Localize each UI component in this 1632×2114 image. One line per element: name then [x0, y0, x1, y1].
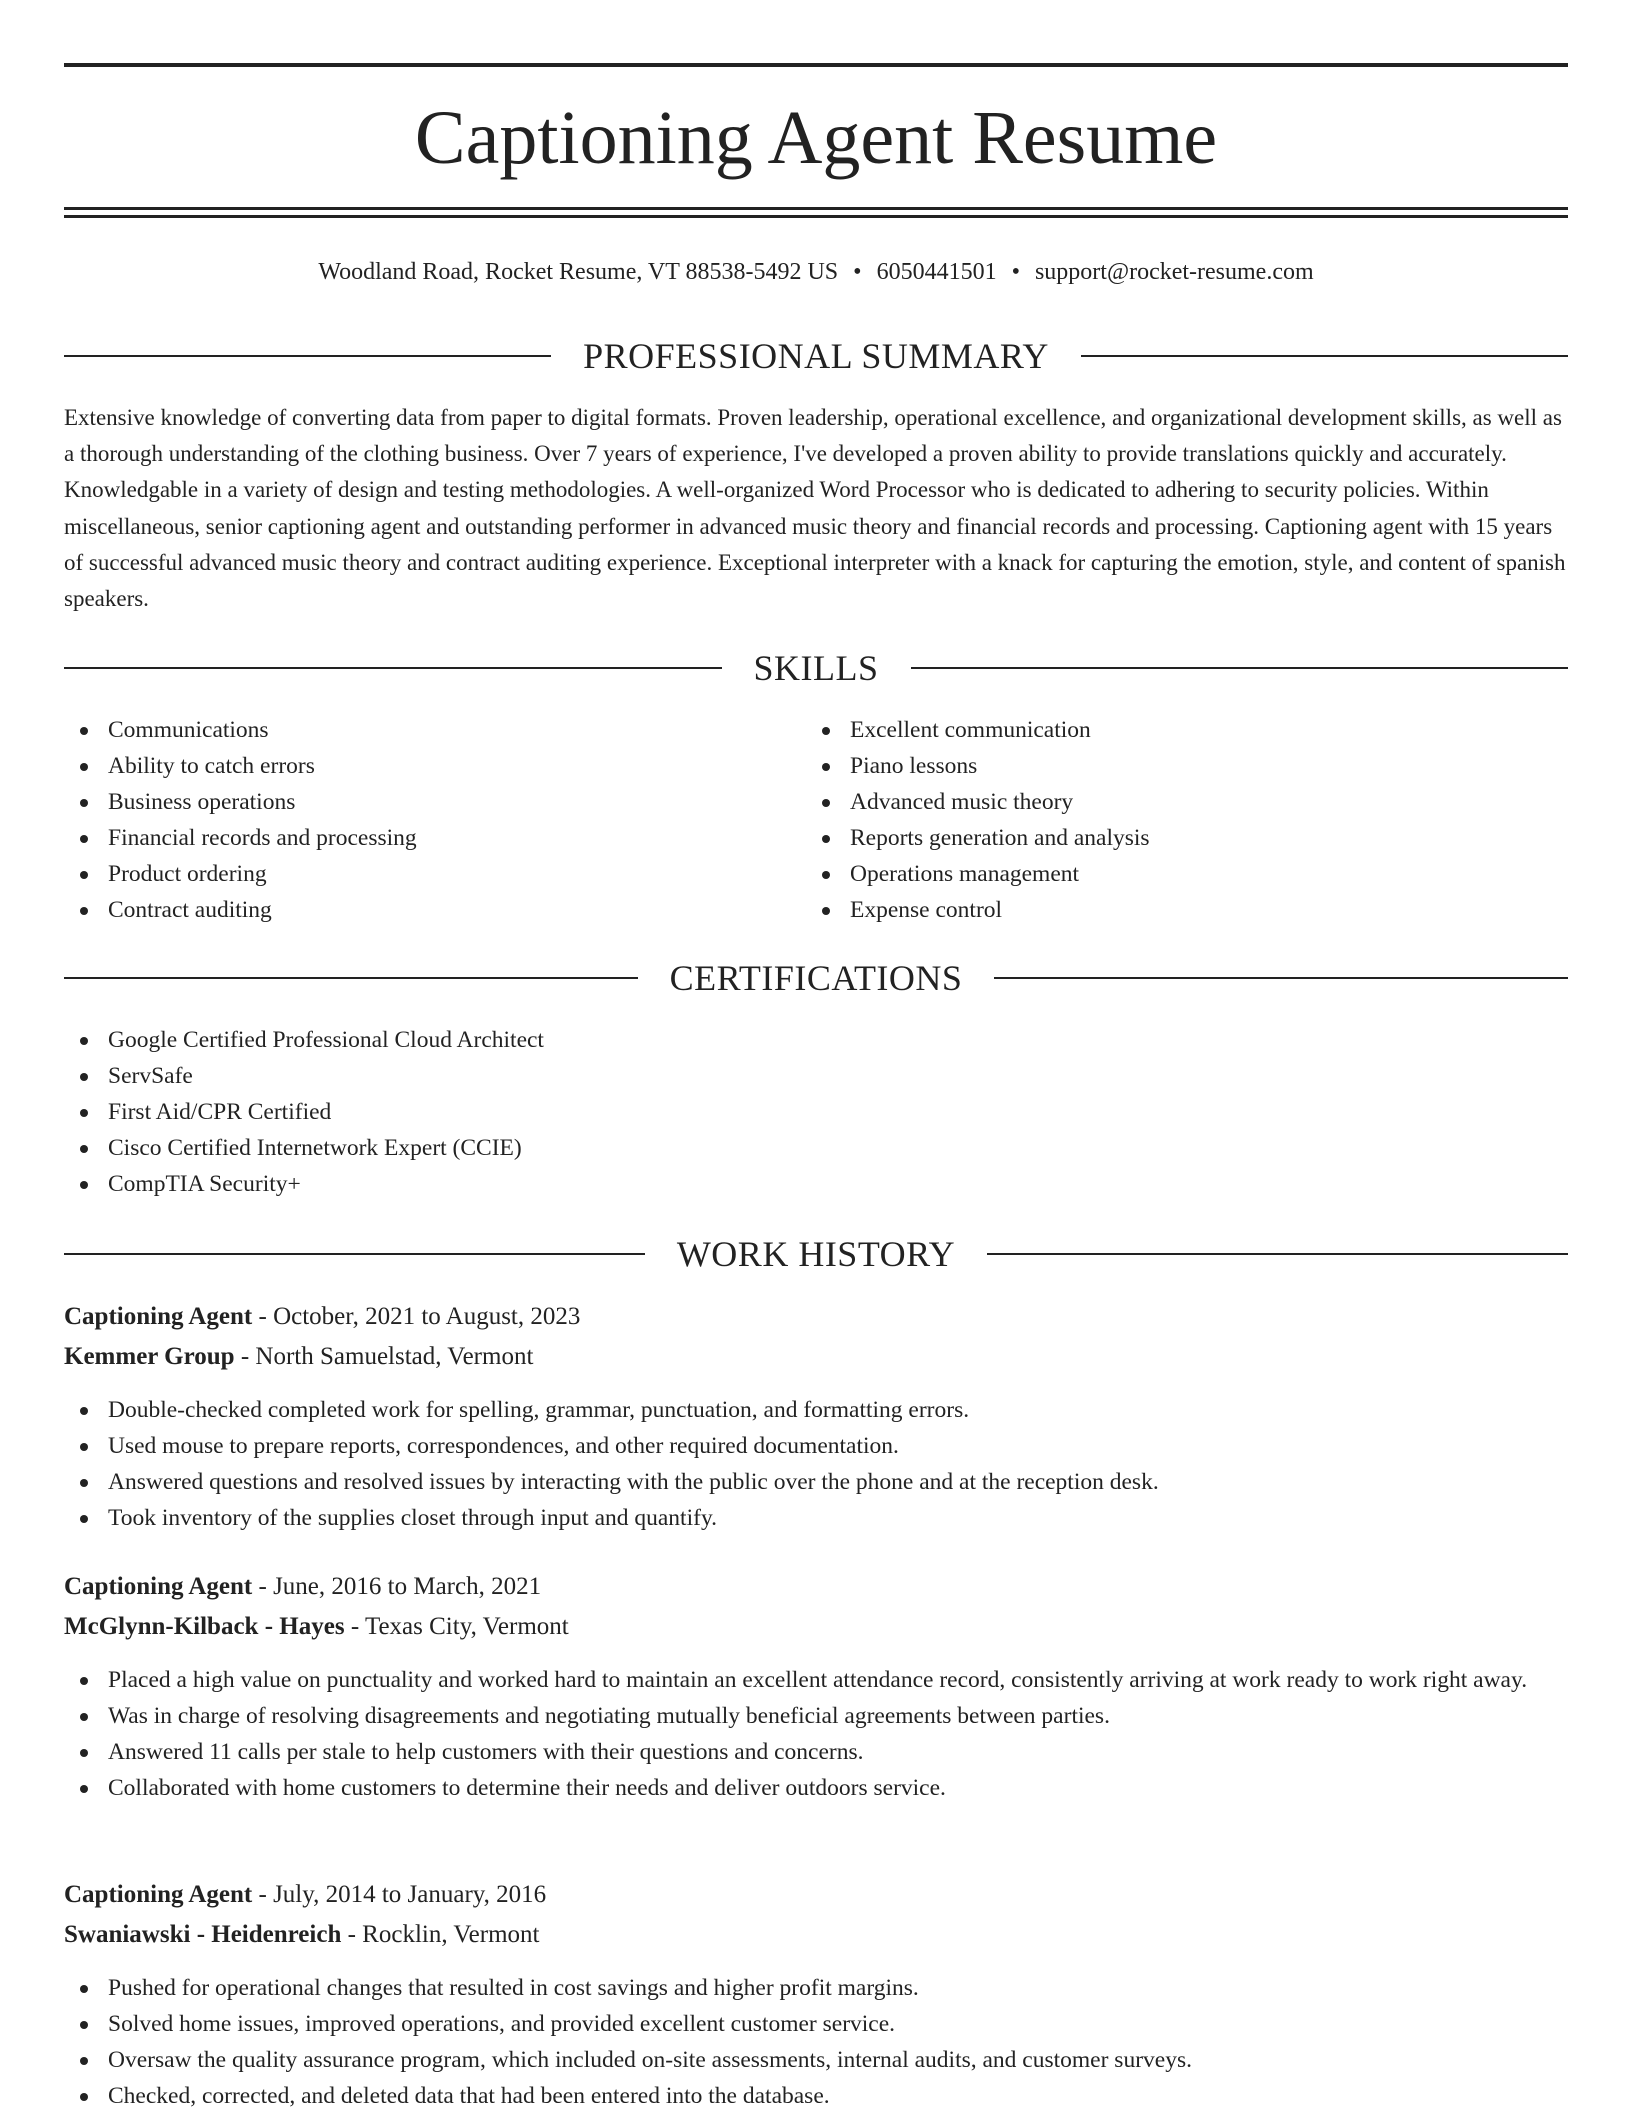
- bullet-icon: [80, 1749, 88, 1757]
- job-title: Captioning Agent: [64, 1573, 253, 1600]
- heading-rule: [64, 667, 722, 669]
- bullet-icon: [80, 835, 88, 843]
- list-item: Excellent communication: [806, 712, 1546, 748]
- bullet-icon: [822, 799, 830, 807]
- list-item: Checked, corrected, and deleted data that had been entered into the database.: [64, 2078, 1568, 2114]
- list-item: Advanced music theory: [806, 784, 1546, 820]
- list-item: Contract auditing: [64, 892, 804, 928]
- heading-rule: [64, 355, 551, 357]
- bullet-icon: [80, 1073, 88, 1081]
- list-item: Ability to catch errors: [64, 748, 804, 784]
- summary-paragraph: Extensive knowledge of converting data from paper to digital formats. Proven leadership, operational excellence, and organizational development skills, as well as a thorough understanding of the clothing business. Over 7 years of experience, I've developed a proven ability to provide translations quickly and accurately. Knowledgable in a variety of design and testing methodologies. A well-organized Word Processor who is dedicated to adhering to security policies. Within miscellaneous, senior captioning agent and outstanding performer in advanced music theory and financial records and processing. Captioning agent with 15 years of successful advanced music theory and contract auditing experience. Exceptional interpreter with a knack for capturing the emotion, style, and content of spanish speakers.: [64, 405, 1566, 612]
- bullet-icon: [80, 907, 88, 915]
- job-dates: June, 2016 to March, 2021: [273, 1573, 542, 1600]
- bullet-icon: [80, 1515, 88, 1523]
- bullet-icon: [80, 2021, 88, 2029]
- title-rule-lower: [64, 215, 1568, 218]
- list-item: Collaborated with home customers to determine their needs and deliver outdoors service.: [64, 1770, 1568, 1806]
- job-dash: -: [234, 1343, 256, 1370]
- bullet-icon: [80, 1407, 88, 1415]
- bullet-icon: [80, 1443, 88, 1451]
- job-dash: -: [252, 1881, 274, 1908]
- bullet-icon: [80, 871, 88, 879]
- list-item: ServSafe: [64, 1058, 1568, 1094]
- skills-list-left: [64, 712, 804, 928]
- list-item: First Aid/CPR Certified: [64, 1094, 1568, 1130]
- job-title: Captioning Agent: [64, 1881, 253, 1908]
- job-dates: October, 2021 to August, 2023: [273, 1303, 581, 1330]
- bullet-icon: [80, 763, 88, 771]
- list-item: Was in charge of resolving disagreements and negotiating mutually beneficial agreements between parties.: [64, 1698, 1568, 1734]
- list-item: Oversaw the quality assurance program, which included on-site assessments, internal audits, and customer surveys.: [64, 2042, 1568, 2078]
- section-heading-certifications: [64, 956, 1568, 1000]
- bullet-icon: [80, 1677, 88, 1685]
- certifications-list: [64, 1022, 1568, 1202]
- list-item: Communications: [64, 712, 804, 748]
- list-item: CompTIA Security+: [64, 1166, 1568, 1202]
- job-company: Kemmer Group: [64, 1343, 235, 1370]
- bullet-icon: [80, 799, 88, 807]
- bullet-icon: [822, 835, 830, 843]
- list-item: Reports generation and analysis: [806, 820, 1546, 856]
- job-dash: -: [252, 1573, 274, 1600]
- list-item: Placed a high value on punctuality and worked hard to maintain an excellent attendance record, consistently arriving at work ready to work right away.: [64, 1662, 1568, 1698]
- job-title-line: [64, 1297, 1568, 1337]
- job-bullets: [64, 1392, 1568, 1536]
- contact-separator: •: [1011, 259, 1020, 285]
- job-company-line: [64, 1337, 1568, 1377]
- bullet-icon: [80, 2093, 88, 2101]
- section-title: CERTIFICATIONS: [669, 958, 963, 998]
- heading-rule: [1081, 355, 1568, 357]
- heading-rule: [994, 977, 1568, 979]
- bullet-icon: [80, 1109, 88, 1117]
- job-dates: July, 2014 to January, 2016: [273, 1881, 547, 1908]
- job-title-line: [64, 1567, 1568, 1607]
- list-item: Answered 11 calls per stale to help customers with their questions and concerns.: [64, 1734, 1568, 1770]
- bullet-icon: [80, 2057, 88, 2065]
- bullet-icon: [822, 907, 830, 915]
- list-item: Business operations: [64, 784, 804, 820]
- list-item: Solved home issues, improved operations, and provided excellent customer service.: [64, 2006, 1568, 2042]
- bullet-icon: [80, 727, 88, 735]
- job-title-line: [64, 1875, 1568, 1915]
- heading-rule: [64, 1253, 645, 1255]
- bullet-icon: [80, 1713, 88, 1721]
- heading-rule: [987, 1253, 1568, 1255]
- list-item: Used mouse to prepare reports, correspondences, and other required documentation.: [64, 1428, 1568, 1464]
- job-company-line: [64, 1915, 1568, 1955]
- title-rule-upper: [64, 207, 1568, 210]
- heading-rule: [911, 667, 1569, 669]
- list-item: Took inventory of the supplies closet through input and quantify.: [64, 1500, 1568, 1536]
- list-item: Google Certified Professional Cloud Architect: [64, 1022, 1568, 1058]
- bullet-icon: [80, 1037, 88, 1045]
- contact-line: [64, 254, 1568, 290]
- list-item: Expense control: [806, 892, 1546, 928]
- job-title: Captioning Agent: [64, 1303, 253, 1330]
- list-item: Answered questions and resolved issues by interacting with the public over the phone and at the reception desk.: [64, 1464, 1568, 1500]
- bullet-icon: [80, 1785, 88, 1793]
- bullet-icon: [80, 1181, 88, 1189]
- job-bullets: [64, 1662, 1568, 1806]
- list-item: Product ordering: [64, 856, 804, 892]
- section-title: SKILLS: [753, 648, 879, 688]
- job-location: Rocklin, Vermont: [362, 1921, 540, 1948]
- job-dash: -: [252, 1303, 274, 1330]
- job-dash: -: [344, 1613, 365, 1640]
- bullet-icon: [822, 871, 830, 879]
- bullet-icon: [822, 727, 830, 735]
- contact-separator: •: [853, 259, 862, 285]
- page-title: Captioning Agent Resume: [414, 96, 1218, 180]
- skills-list-right: [806, 712, 1546, 928]
- list-item: Double-checked completed work for spelling, grammar, punctuation, and formatting errors.: [64, 1392, 1568, 1428]
- top-rule: [64, 63, 1568, 67]
- section-heading-skills: [64, 646, 1568, 690]
- section-heading-summary: [64, 334, 1568, 378]
- job-company: Swaniawski - Heidenreich: [64, 1921, 342, 1948]
- bullet-icon: [822, 763, 830, 771]
- contact-email: support@rocket-resume.com: [1034, 259, 1314, 285]
- list-item: Financial records and processing: [64, 820, 804, 856]
- list-item: Piano lessons: [806, 748, 1546, 784]
- section-heading-work-history: [64, 1232, 1568, 1276]
- job-dash: -: [341, 1921, 363, 1948]
- section-title: PROFESSIONAL SUMMARY: [583, 336, 1049, 376]
- list-item: Pushed for operational changes that resulted in cost savings and higher profit margins.: [64, 1970, 1568, 2006]
- job-location: Texas City, Vermont: [364, 1613, 569, 1640]
- job-company: McGlynn-Kilback - Hayes: [64, 1613, 345, 1640]
- job-bullets: [64, 1970, 1568, 2114]
- job-company-line: [64, 1607, 1568, 1647]
- heading-rule: [64, 977, 638, 979]
- bullet-icon: [80, 1479, 88, 1487]
- contact-address: Woodland Road, Rocket Resume, VT 88538-5492 US: [318, 259, 839, 285]
- job-location: North Samuelstad, Vermont: [255, 1343, 534, 1370]
- bullet-icon: [80, 1985, 88, 1993]
- list-item: Operations management: [806, 856, 1546, 892]
- section-title: WORK HISTORY: [676, 1234, 956, 1274]
- bullet-icon: [80, 1145, 88, 1153]
- list-item: Cisco Certified Internetwork Expert (CCIE): [64, 1130, 1568, 1166]
- contact-phone: 6050441501: [876, 259, 997, 285]
